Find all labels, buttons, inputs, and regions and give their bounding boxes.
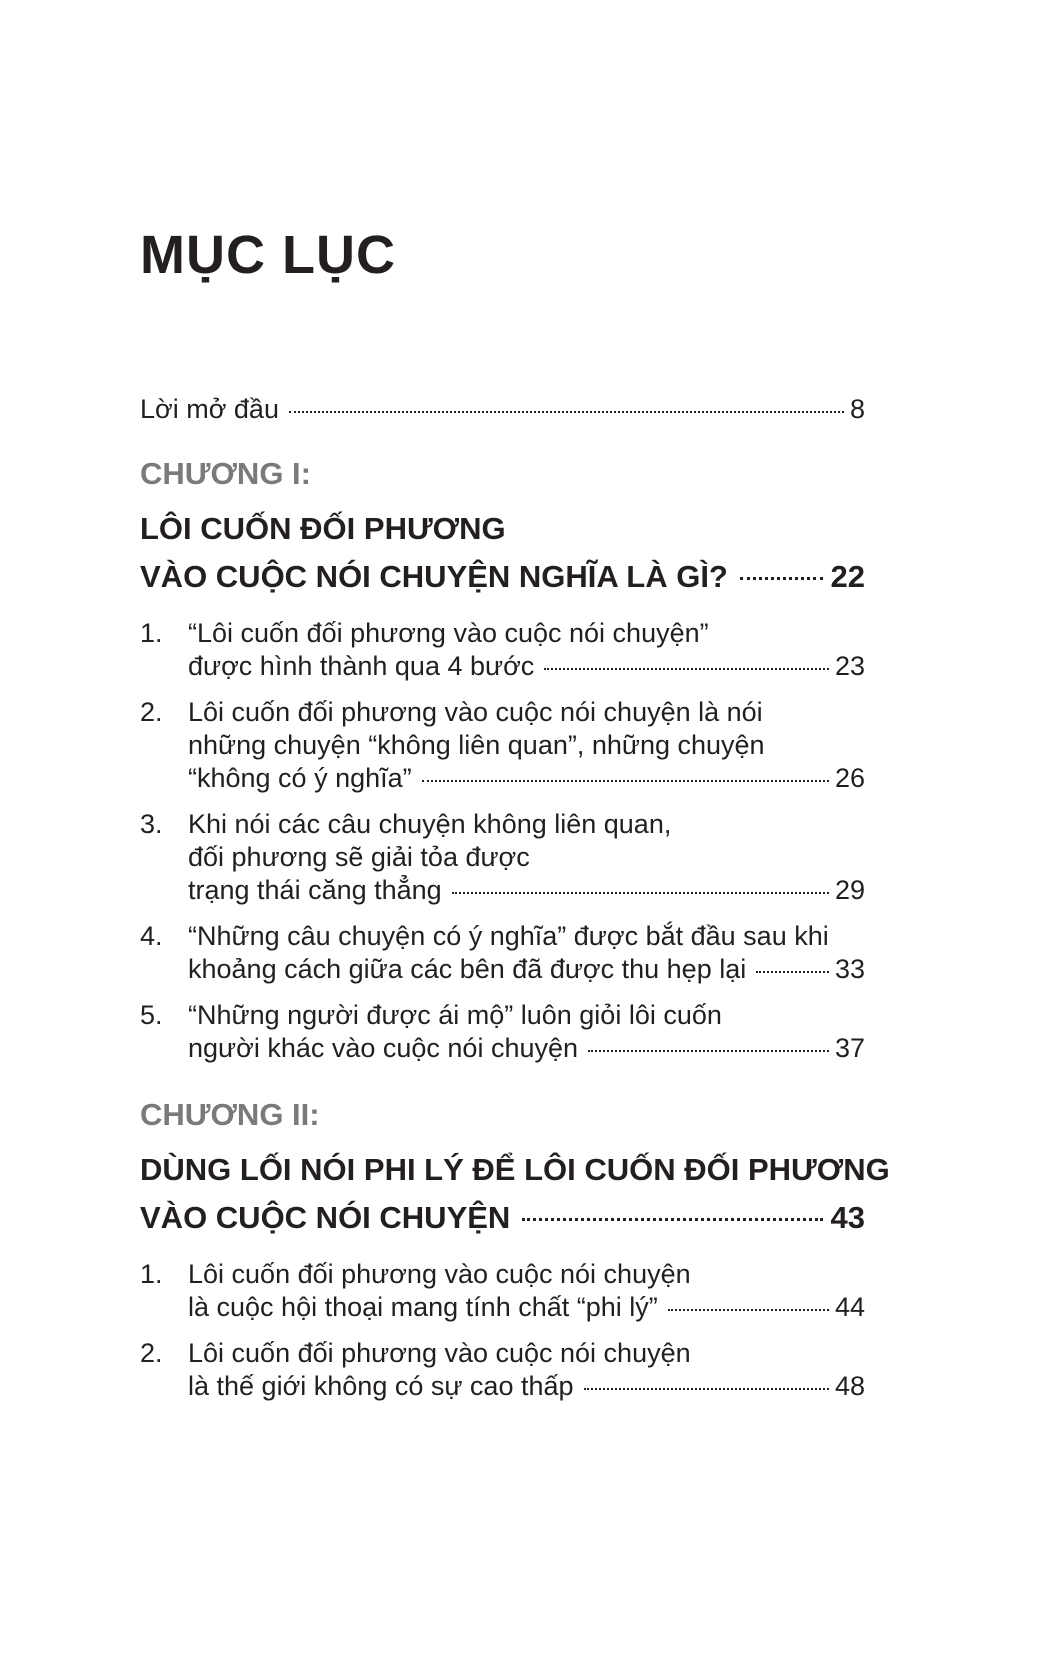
toc-item [140, 617, 865, 683]
item-line: “Lôi cuốn đối phương vào cuộc nói chuyện” [188, 618, 709, 648]
dot-leader [588, 1050, 829, 1052]
item-text: là thế giới không có sự cao thấp [188, 1371, 574, 1401]
section-list [140, 617, 865, 1065]
item-line: Khi nói các câu chuyện không liên quan, [188, 809, 672, 839]
item-text: khoảng cách giữa các bên đã được thu hẹp lại [188, 954, 747, 984]
item-last-line [188, 953, 865, 986]
item-number: 5. [140, 1000, 163, 1030]
toc-page-number: 8 [849, 394, 865, 424]
chapter-1 [140, 456, 865, 1081]
item-last-line [188, 1370, 865, 1403]
item-last-line [188, 762, 865, 795]
item-line: Lôi cuốn đối phương vào cuộc nói chuyện là nói [188, 697, 763, 727]
chapter-page-number: 43 [830, 1200, 865, 1235]
item-page-number: 33 [834, 954, 865, 984]
chapter-2 [140, 1097, 890, 1419]
dot-leader [740, 577, 823, 580]
item-line: đối phương sẽ giải tỏa được [188, 842, 530, 872]
chapter-heading [140, 1146, 890, 1242]
item-number: 1. [140, 618, 163, 648]
item-line: những chuyện “không liên quan”, những chuyện [188, 730, 765, 760]
section-list [140, 1258, 865, 1403]
toc-entry-text: Lời mở đầu [140, 394, 279, 424]
item-text: là cuộc hội thoại mang tính chất “phi lý” [188, 1292, 658, 1322]
chapter-label: CHƯƠNG I: [140, 456, 311, 491]
dot-leader [584, 1388, 829, 1390]
dot-leader [544, 668, 829, 670]
item-line: Lôi cuốn đối phương vào cuộc nói chuyện [188, 1338, 691, 1368]
chapter-heading [140, 505, 865, 601]
item-page-number: 44 [834, 1292, 865, 1322]
chapter-heading-text: VÀO CUỘC NÓI CHUYỆN NGHĨA LÀ GÌ? [140, 559, 728, 594]
chapter-heading-line: DÙNG LỐI NÓI PHI LÝ ĐỂ LÔI CUỐN ĐỐI PHƯƠNG [140, 1152, 890, 1187]
chapter-heading-last-line [140, 1194, 865, 1242]
item-text: được hình thành qua 4 bước [188, 651, 535, 681]
dot-leader [422, 780, 829, 782]
item-text: “không có ý nghĩa” [188, 763, 412, 793]
dot-leader [522, 1218, 822, 1221]
dot-leader [668, 1309, 829, 1311]
item-last-line [188, 650, 865, 683]
item-last-line [188, 874, 865, 907]
chapter-label: CHƯƠNG II: [140, 1097, 320, 1132]
item-text: trạng thái căng thẳng [188, 875, 442, 905]
toc-item [140, 920, 865, 986]
dot-leader [289, 411, 844, 413]
item-page-number: 23 [834, 651, 865, 681]
item-number: 1. [140, 1259, 163, 1289]
item-last-line [188, 1291, 865, 1324]
chapter-page-number: 22 [830, 559, 865, 594]
toc-item [140, 1337, 865, 1403]
item-number: 2. [140, 697, 163, 727]
chapter-heading-text: VÀO CUỘC NÓI CHUYỆN [140, 1200, 511, 1235]
page-title: MỤC LỤC [140, 225, 396, 285]
item-page-number: 26 [834, 763, 865, 793]
item-page-number: 29 [834, 875, 865, 905]
item-line: “Những người được ái mộ” luôn giỏi lôi cuốn [188, 1000, 722, 1030]
item-line: “Những câu chuyện có ý nghĩa” được bắt đầu sau khi [188, 921, 829, 951]
toc-item [140, 696, 865, 795]
item-number: 2. [140, 1338, 163, 1368]
item-line: Lôi cuốn đối phương vào cuộc nói chuyện [188, 1259, 691, 1289]
chapter-heading-last-line [140, 553, 865, 601]
toc-item [140, 1258, 865, 1324]
toc-item [140, 808, 865, 907]
toc-entry-intro [140, 393, 865, 426]
chapter-heading-line: LÔI CUỐN ĐỐI PHƯƠNG [140, 511, 506, 546]
dot-leader [452, 892, 829, 894]
toc-item [140, 999, 865, 1065]
dot-leader [756, 971, 829, 973]
item-number: 4. [140, 921, 163, 951]
item-text: người khác vào cuộc nói chuyện [188, 1033, 579, 1063]
item-number: 3. [140, 809, 163, 839]
item-page-number: 48 [834, 1371, 865, 1401]
item-last-line [188, 1032, 865, 1065]
item-page-number: 37 [834, 1033, 865, 1063]
